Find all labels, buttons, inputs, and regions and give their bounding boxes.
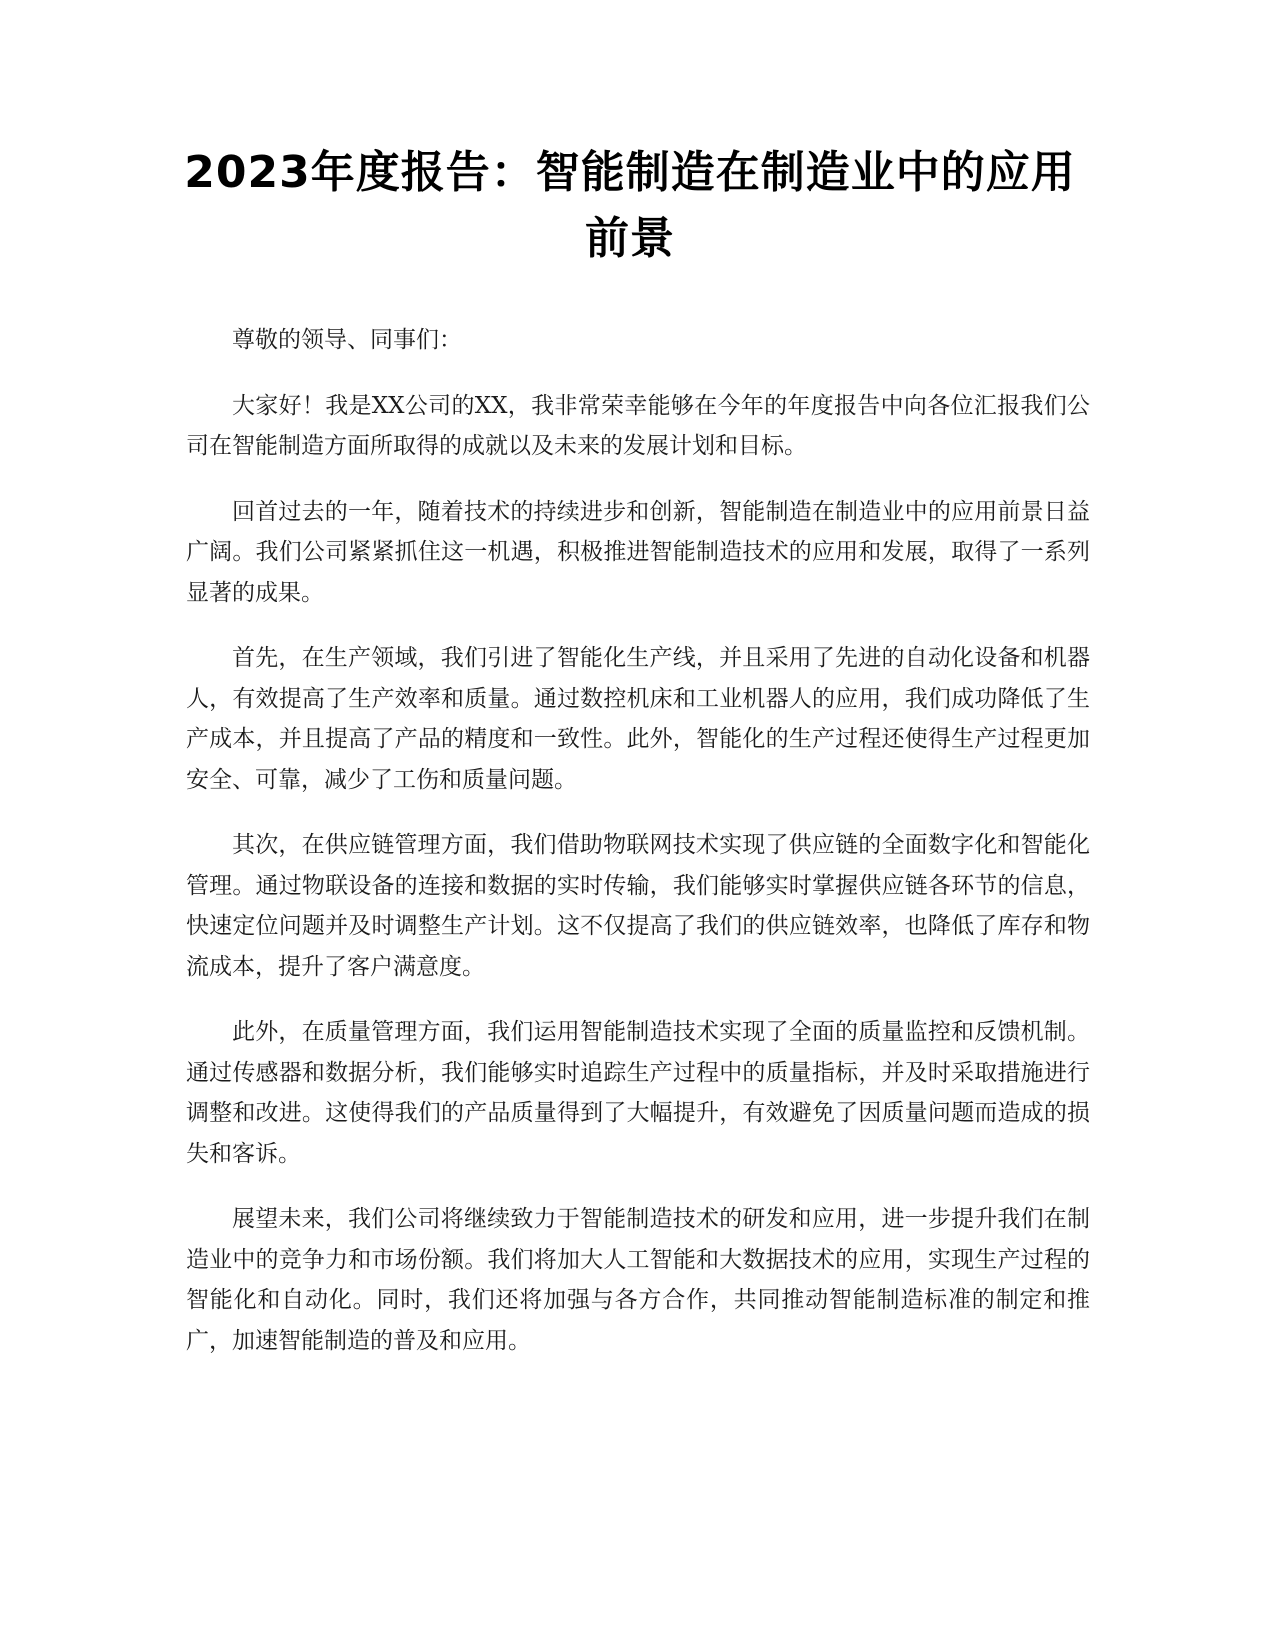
- document-body: [186, 320, 1090, 1386]
- production-paragraph: 首先，在生产领域，我们引进了智能化生产线，并且采用了先进的自动化设备和机器人，有效提高了生产效率和质量。通过数控机床和工业机器人的应用，我们成功降低了生产成本，并且提高了产品的精度和一致性。此外，智能化的生产过程还使得生产过程更加安全、可靠，减少了工伤和质量问题。: [186, 645, 1090, 793]
- salutation-paragraph: 尊敬的领导、同事们：: [232, 327, 462, 353]
- review-paragraph: 回首过去的一年，随着技术的持续进步和创新，智能制造在制造业中的应用前景日益广阔。我们公司紧紧抓住这一机遇，积极推进智能制造技术的应用和发展，取得了一系列显著的成果。: [186, 498, 1090, 606]
- outlook-paragraph: 展望未来，我们公司将继续致力于智能制造技术的研发和应用，进一步提升我们在制造业中的竞争力和市场份额。我们将加大人工智能和大数据技术的应用，实现生产过程的智能化和自动化。同时，我们还将加强与各方合作，共同推动智能制造标准的制定和推广，加速智能制造的普及和应用。: [186, 1206, 1090, 1354]
- supply-chain-paragraph: 其次，在供应链管理方面，我们借助物联网技术实现了供应链的全面数字化和智能化管理。通过物联设备的连接和数据的实时传输，我们能够实时掌握供应链各环节的信息，快速定位问题并及时调整生产计划。这不仅提高了我们的供应链效率，也降低了库存和物流成本，提升了客户满意度。: [186, 832, 1090, 980]
- title-line-1: 2023年度报告：智能制造在制造业中的应用: [184, 147, 1076, 198]
- title-line-2: 前景: [585, 213, 675, 264]
- document-title: [180, 140, 1080, 272]
- quality-paragraph: 此外，在质量管理方面，我们运用智能制造技术实现了全面的质量监控和反馈机制。通过传感器和数据分析，我们能够实时追踪生产过程中的质量指标，并及时采取措施进行调整和改进。这使得我们的产品质量得到了大幅提升，有效避免了因质量问题而造成的损失和客诉。: [186, 1019, 1090, 1167]
- intro-paragraph: 大家好！我是XX公司的XX，我非常荣幸能够在今年的年度报告中向各位汇报我们公司在智能制造方面所取得的成就以及未来的发展计划和目标。: [186, 392, 1090, 459]
